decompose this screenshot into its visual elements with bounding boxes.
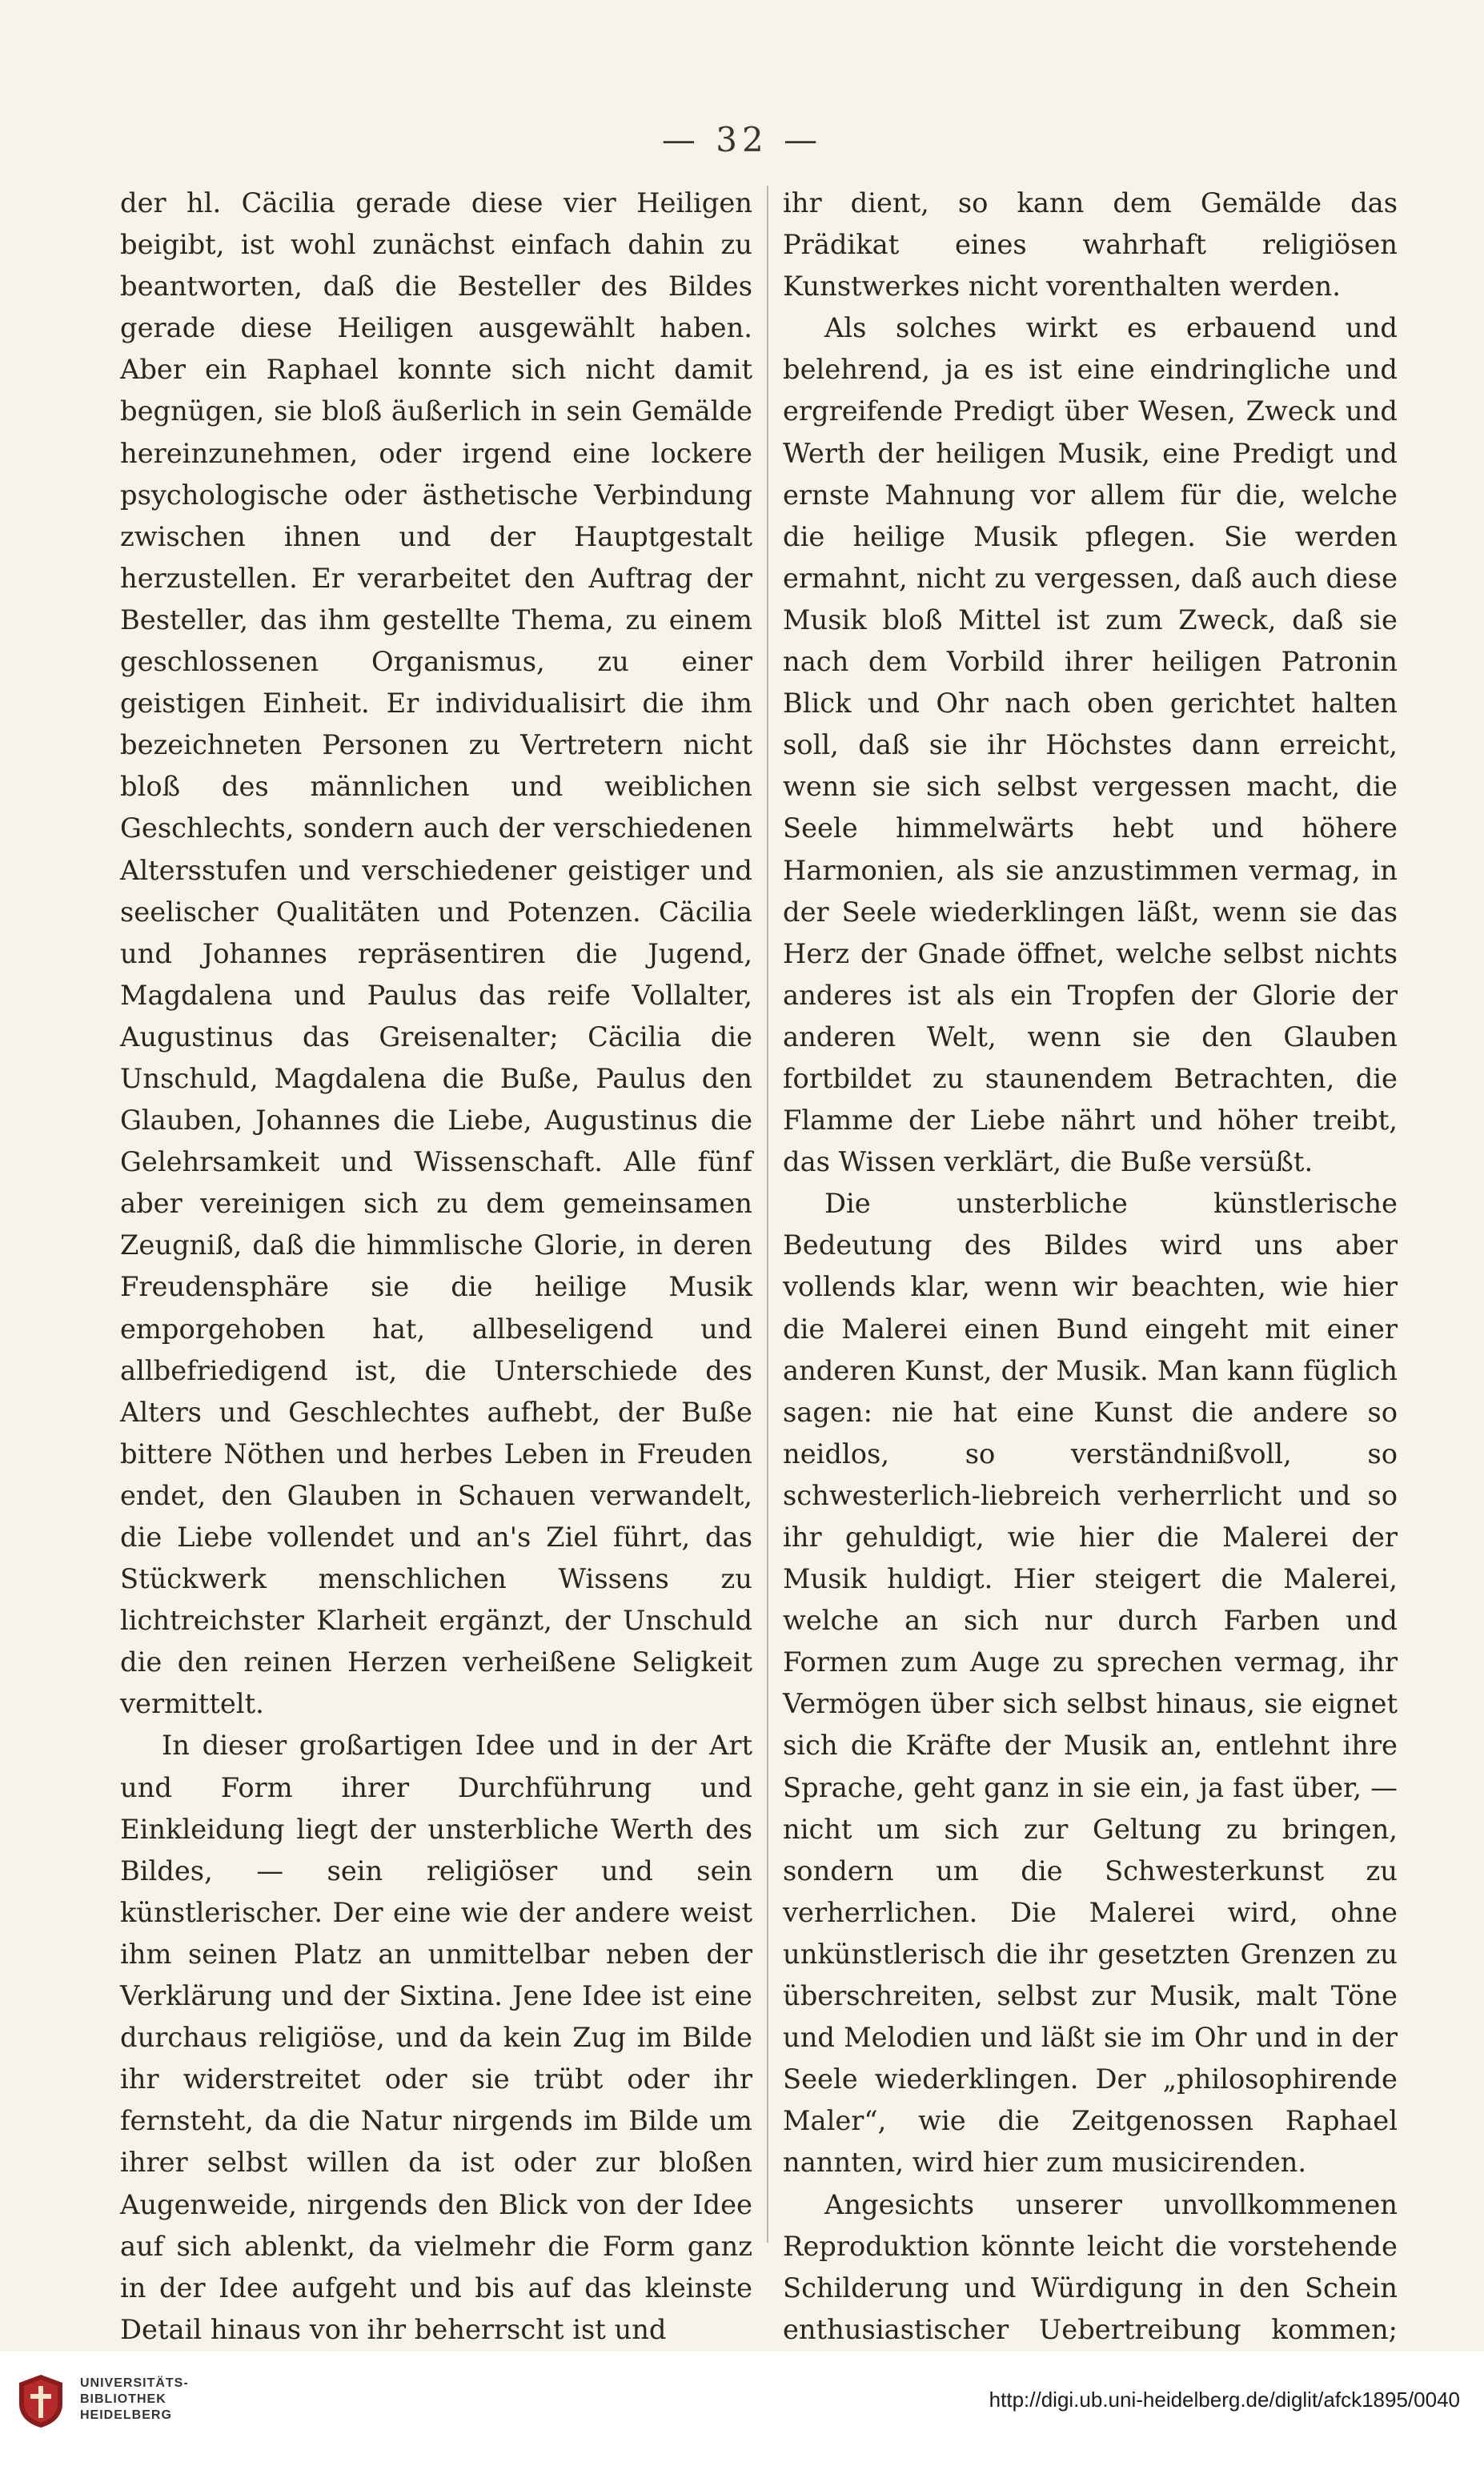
- library-line-2: BIBLIOTHEK: [80, 2392, 166, 2406]
- right-paragraph-4: Angesichts unserer unvollkommenen Reproduktion könnte leicht die vorstehende Schilderung und Würdigung in den Schein enthusiastischer Uebertreibung kommen;: [783, 2188, 1398, 2345]
- library-name: [80, 2376, 189, 2424]
- right-column: [783, 182, 1398, 2345]
- column-divider: [767, 186, 768, 2243]
- right-paragraph-1: ihr dient, so kann dem Gemälde das Prädikat eines wahrhaft religiösen Kunstwerkes nicht vorenthalten werden.: [783, 187, 1398, 303]
- left-paragraph-2: In dieser großartigen Idee und in der Art und Form ihrer Durchführung und Einkleidung liegt der unsterbliche Werth des Bildes, — sein religiöser und sein künstlerischer. Der eine wie der andere weist ihm seinen Platz an unmittelbar neben der Verklärung und der Sixtina. Jene Idee ist eine durchaus religiöse, und da kein Zug im Bilde ihr widerstreitet oder sie trübt oder ihr fernsteht, da die Natur nirgends im Bilde um ihrer selbst willen da ist oder zur bloßen Augenweide, nirgends den Blick von der Idee auf sich ablenkt, da vielmehr die Form ganz in der Idee aufgeht und bis auf das kleinste Detail hinaus von ihr beherrscht ist und: [120, 1730, 752, 2345]
- right-paragraph-3: Die unsterbliche künstlerische Bedeutung des Bildes wird uns aber vollends klar, wenn wir beachten, wie hier die Malerei einen Bund eingeht mit einer anderen Kunst, der Musik. Man kann füglich sagen: nie hat eine Kunst die andere so neidlos, so verständnißvoll, so schwesterlich-liebreich verherrlicht und so ihr gehuldigt, wie hier die Malerei der Musik huldigt. Hier steigert die Malerei, welche an sich nur durch Farben und Formen zum Auge zu sprechen vermag, ihr Vermögen über sich selbst hinaus, sie eignet sich die Kräfte der Musik an, entlehnt ihre Sprache, geht ganz in sie ein, ja fast über, — nicht um sich zur Geltung zu bringen, sondern um die Schwesterkunst zu verherrlichen. Die Malerei wird, ohne unkünstlerisch die ihr gesetzten Grenzen zu überschreiten, selbst zur Musik, malt Töne und Melodien und läßt sie im Ohr und in der Seele wiederklingen. Der „philosophirende Maler“, wie die Zeitgenossen Raphael nannten, wird hier zum musicirenden.: [783, 1188, 1398, 2179]
- left-paragraph-1: der hl. Cäcilia gerade diese vier Heiligen beigibt, ist wohl zunächst einfach dahin zu beantworten, daß die Besteller des Bildes gerade diese Heiligen ausgewählt haben. Aber ein Raphael konnte sich nicht damit begnügen, sie bloß äußerlich in sein Gemälde hereinzunehmen, oder irgend eine lockere psychologische oder ästhetische Verbindung zwischen ihnen und der Hauptgestalt herzustellen. Er verarbeitet den Auftrag der Besteller, das ihm gestellte Thema, zu einem geschlossenen Organismus, zu einer geistigen Einheit. Er individualisirt die ihm bezeichneten Personen zu Vertretern nicht bloß des männlichen und weiblichen Geschlechts, sondern auch der verschiedenen Altersstufen und verschiedener geistiger und seelischer Qualitäten und Potenzen. Cäcilia und Johannes repräsentiren die Jugend, Magdalena und Paulus das reife Vollalter, Augustinus das Greisenalter; Cäcilia die Unschuld, Magdalena die Buße, Paulus den Glauben, Johannes die Liebe, Augustinus die Gelehrsamkeit und Wissenschaft. Alle fünf aber vereinigen sich zu dem gemeinsamen Zeugniß, daß die himmlische Glorie, in deren Freudensphäre sie die heilige Musik emporgehoben hat, allbeseligend und allbefriedigend ist, die Unterschiede des Alters und Geschlechtes aufhebt, der Buße bittere Nöthen und herbes Leben in Freuden endet, den Glauben in Schauen verwandelt, die Liebe vollendet und an's Ziel führt, das Stückwerk menschlichen Wissens zu lichtreichster Klarheit ergänzt, der Unschuld die den reinen Herzen verheißene Seligkeit vermittelt.: [120, 187, 752, 1720]
- left-column: [120, 182, 752, 2345]
- source-url-link[interactable]: http://digi.ub.uni-heidelberg.de/diglit/afck1895/0040: [989, 2388, 1460, 2412]
- library-line-1: UNIVERSITÄTS-: [80, 2376, 189, 2390]
- right-paragraph-2: Als solches wirkt es erbauend und belehrend, ja es ist eine eindringliche und ergreifende Predigt über Wesen, Zweck und Werth der heiligen Musik, eine Predigt und ernste Mahnung vor allem für die, welche die heilige Musik pflegen. Sie werden ermahnt, nicht zu vergessen, daß auch diese Musik bloß Mittel ist zum Zweck, daß sie nach dem Vorbild ihrer heiligen Patronin Blick und Ohr nach oben gerichtet halten soll, daß sie ihr Höchstes dann erreicht, wenn sie sich selbst vergessen macht, die Seele himmelwärts hebt und höhere Harmonien, als sie anzustimmen vermag, in der Seele wiederklingen läßt, wenn sie das Herz der Gnade öffnet, welche selbst nichts anderes ist als ein Tropfen der Glorie der anderen Welt, wenn sie den Glauben fortbildet zu staunendem Betrachten, die Flamme der Liebe nährt und höher treibt, das Wissen verklärt, die Buße versüßt.: [783, 312, 1398, 1178]
- page-number: — 32 —: [661, 120, 823, 159]
- university-seal-icon: [16, 2373, 66, 2429]
- library-line-3: HEIDELBERG: [80, 2408, 172, 2422]
